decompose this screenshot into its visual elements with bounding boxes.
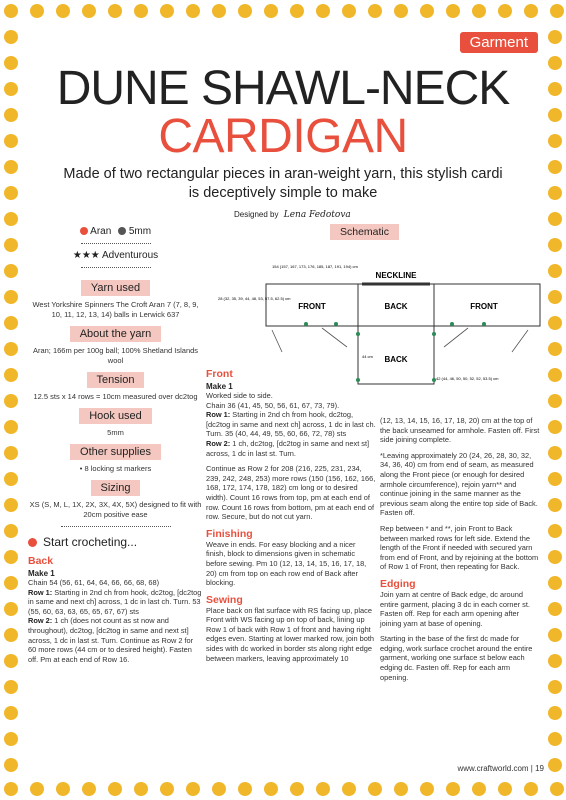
border-yarn-dot bbox=[548, 576, 562, 590]
other-supplies-text: • 8 locking st markers bbox=[79, 464, 152, 473]
border-yarn-dot bbox=[548, 238, 562, 252]
border-yarn-dot bbox=[446, 782, 460, 796]
border-yarn-dot bbox=[472, 782, 486, 796]
border-yarn-dot bbox=[548, 446, 562, 460]
edging-text-2: Starting in the base of the first dc made for edging, work surface crochet around the entire garment, working one surface st below each edging dc. Fasten off. Rep for each arm opening. bbox=[380, 634, 533, 682]
border-yarn-dot bbox=[4, 420, 18, 434]
front-make: Make 1 bbox=[206, 382, 233, 391]
border-yarn-dot bbox=[4, 472, 18, 486]
border-yarn-dot bbox=[368, 4, 382, 18]
border-yarn-dot bbox=[548, 134, 562, 148]
sewing-arrows bbox=[272, 328, 528, 352]
border-yarn-dot bbox=[316, 4, 330, 18]
border-yarn-dot bbox=[548, 82, 562, 96]
border-yarn-dot bbox=[134, 4, 148, 18]
back-height-measure: 44 cm bbox=[362, 354, 373, 359]
border-yarn-dot bbox=[290, 782, 304, 796]
border-yarn-dot bbox=[4, 316, 18, 330]
side-measure: 28 (32, 35, 39, 44, 48, 53, 57.5, 62.5) cm bbox=[218, 296, 291, 301]
border-yarn-dot bbox=[548, 628, 562, 642]
yarn-used-heading: Yarn used bbox=[81, 280, 150, 296]
border-yarn-dot bbox=[548, 524, 562, 538]
yarn-weight: Aran bbox=[90, 226, 112, 237]
border-yarn-dot bbox=[548, 394, 562, 408]
border-yarn-dot bbox=[548, 550, 562, 564]
designer-name: Lena Fedotova bbox=[283, 210, 351, 220]
border-yarn-dot bbox=[4, 758, 18, 772]
border-yarn-dot bbox=[342, 782, 356, 796]
designer-byline bbox=[234, 210, 351, 220]
back-make: Make 1 bbox=[28, 569, 55, 578]
border-yarn-dot bbox=[4, 602, 18, 616]
back-top-label: BACK bbox=[384, 302, 408, 311]
front-chain: Chain 36 (41, 45, 50, 56, 61, 67, 73, 79). bbox=[206, 400, 340, 410]
hook-used-text: 5mm bbox=[107, 428, 124, 437]
right-column bbox=[380, 416, 540, 682]
back-row1: Row 1: Starting in 2nd ch from hook, dc2tog, [dc2tog in same and next ch] across, 1 dc in last ch. Turn. 53 (55, 60, 63, 63, 65, 65, 67, 67) sts bbox=[28, 587, 202, 616]
sizing-text: XS (S, M, L, 1X, 2X, 3X, 4X, 5X) designed to fit with 20cm positive ease bbox=[29, 500, 202, 519]
hook-icon bbox=[118, 227, 126, 235]
border-yarn-dot bbox=[472, 4, 486, 18]
border-yarn-dot bbox=[548, 264, 562, 278]
border-yarn-dot bbox=[4, 186, 18, 200]
back-row2: Row 2: 1 ch (does not count as st now and throughout), dc2tog, [dc2tog in same and next st] across, 1 dc in last st. Turn. Continue as Row 2 for 60 more rows (44 cm or to desired height). Fasten off. Pm at each end of Row 16. bbox=[28, 616, 194, 664]
border-yarn-dot bbox=[212, 782, 226, 796]
left-column bbox=[28, 222, 203, 664]
border-yarn-dot bbox=[498, 4, 512, 18]
border-yarn-dot bbox=[4, 654, 18, 668]
border-yarn-dot bbox=[4, 782, 18, 796]
border-yarn-dot bbox=[548, 186, 562, 200]
border-yarn-dot bbox=[420, 782, 434, 796]
front-intro: Worked side to side. bbox=[206, 391, 273, 400]
border-yarn-dot bbox=[134, 782, 148, 796]
border-yarn-dot bbox=[4, 576, 18, 590]
divider bbox=[61, 526, 171, 527]
border-yarn-dot bbox=[4, 108, 18, 122]
border-yarn-dot bbox=[30, 4, 44, 18]
border-yarn-dot bbox=[82, 4, 96, 18]
difficulty: ★★★ Adventurous bbox=[72, 250, 159, 261]
border-yarn-dot bbox=[4, 56, 18, 70]
border-yarn-dot bbox=[394, 4, 408, 18]
border-yarn-dot bbox=[212, 4, 226, 18]
border-yarn-dot bbox=[548, 654, 562, 668]
border-yarn-dot bbox=[548, 342, 562, 356]
border-yarn-dot bbox=[548, 316, 562, 330]
designed-by-label: Designed by bbox=[234, 210, 279, 219]
top-measure: 154 (157, 167, 173, 176, 185, 187, 191, 194) cm bbox=[272, 264, 358, 269]
border-yarn-dot bbox=[4, 82, 18, 96]
border-yarn-dot bbox=[550, 4, 564, 18]
border-yarn-dot bbox=[4, 134, 18, 148]
yarn-ball-icon bbox=[80, 227, 88, 235]
border-yarn-dot bbox=[550, 782, 564, 796]
border-yarn-dot bbox=[524, 4, 538, 18]
border-yarn-dot bbox=[82, 782, 96, 796]
border-yarn-dot bbox=[4, 368, 18, 382]
border-yarn-dot bbox=[4, 212, 18, 226]
divider bbox=[81, 267, 151, 268]
border-yarn-dot bbox=[264, 782, 278, 796]
border-yarn-dot bbox=[316, 782, 330, 796]
border-yarn-dot bbox=[4, 4, 18, 18]
border-yarn-dot bbox=[548, 706, 562, 720]
border-yarn-dot bbox=[4, 290, 18, 304]
finishing-heading: Finishing bbox=[206, 527, 253, 540]
border-yarn-dot bbox=[548, 56, 562, 70]
border-yarn-dot bbox=[4, 342, 18, 356]
page-footer: www.craftworld.com | 19 bbox=[457, 764, 544, 773]
edging-text-1: Join yarn at centre of Back edge, dc around entire garment, placing 3 dc in each corner st. Fasten off. Rep for each arm opening after joining yarn at base of opening. bbox=[380, 589, 530, 628]
border-yarn-dot bbox=[4, 160, 18, 174]
neckline-label: NECKLINE bbox=[375, 271, 417, 280]
hook-size: 5mm bbox=[128, 226, 152, 237]
sewing-step-3: Rep between * and **, join Front to Back between marked rows for left side. Extend the length of the Front if needed with secured yarn from end of Front, and by rejoining at the bottom of Row 1 of Front, then repeating for Back. bbox=[380, 523, 539, 572]
border-yarn-dot bbox=[4, 550, 18, 564]
border-yarn-dot bbox=[4, 264, 18, 278]
border-yarn-dot bbox=[446, 4, 460, 18]
sewing-text: Place back on flat surface with RS facing up, place Front with WS facing up on top of back, lining up Row 1 of back with Row 1 of front and having right edges even. Starting at lower marked row, join both sides with dc worked in border sts along right edge between markers, leaving approximately 10 bbox=[206, 605, 375, 663]
front-left-label: FRONT bbox=[298, 302, 326, 311]
middle-column bbox=[206, 362, 376, 663]
yarn-ball-icon bbox=[28, 538, 37, 547]
front-right-label: FRONT bbox=[470, 302, 498, 311]
border-yarn-dot bbox=[4, 680, 18, 694]
about-yarn-heading: About the yarn bbox=[70, 326, 162, 342]
border-yarn-dot bbox=[548, 732, 562, 746]
border-yarn-dot bbox=[548, 160, 562, 174]
border-yarn-dot bbox=[548, 680, 562, 694]
start-label: Start crocheting... bbox=[43, 535, 138, 549]
border-yarn-dot bbox=[368, 782, 382, 796]
divider bbox=[81, 243, 151, 244]
start-crocheting bbox=[28, 535, 203, 549]
border-yarn-dot bbox=[524, 782, 538, 796]
tension-heading: Tension bbox=[87, 372, 145, 388]
page-title-line2: CARDIGAN bbox=[158, 110, 408, 163]
border-yarn-dot bbox=[56, 782, 70, 796]
border-yarn-dot bbox=[548, 472, 562, 486]
sewing-heading: Sewing bbox=[206, 593, 243, 606]
front-row2: Row 2: 1 ch, dc2tog, [dc2tog in same and next st] across, 1 dc in last st. Turn. bbox=[206, 438, 370, 458]
border-yarn-dot bbox=[548, 602, 562, 616]
bottom-measure: 42 (44, 46, 50, 50, 52, 52, 53.5) cm bbox=[436, 376, 499, 381]
border-yarn-dot bbox=[186, 782, 200, 796]
front-heading: Front bbox=[206, 368, 233, 380]
border-yarn-dot bbox=[4, 446, 18, 460]
border-yarn-dot bbox=[30, 782, 44, 796]
finishing-text: Weave in ends. For easy blocking and a nicer finish, block to dimensions given in schematic before sewing. Pm 10 (12, 13, 14, 15, 16, 17, 18, 20) cm from top on each row end of Back after blocking. bbox=[206, 539, 367, 588]
intro-text: Made of two rectangular pieces in aran-weight yarn, this stylish cardi is deceptively simple to make bbox=[63, 166, 503, 201]
sizing-heading: Sizing bbox=[91, 480, 141, 496]
border-yarn-dot bbox=[548, 212, 562, 226]
schematic-heading: Schematic bbox=[330, 224, 399, 240]
border-yarn-dot bbox=[498, 782, 512, 796]
other-supplies-heading: Other supplies bbox=[70, 444, 161, 460]
border-yarn-dot bbox=[548, 758, 562, 772]
border-yarn-dot bbox=[108, 4, 122, 18]
back-heading: Back bbox=[28, 555, 54, 567]
border-yarn-dot bbox=[160, 4, 174, 18]
border-yarn-dot bbox=[4, 238, 18, 252]
front-row1: Row 1: Starting in 2nd ch from hook, dc2tog, [dc2tog in same and next ch] across, 1 dc in last ch. Turn. 35 (40, 44, 49, 55, 60, 66, 72, 78) sts bbox=[206, 410, 376, 439]
edging-heading: Edging bbox=[380, 577, 416, 590]
border-yarn-dot bbox=[342, 4, 356, 18]
hook-used-heading: Hook used bbox=[79, 408, 152, 424]
page bbox=[22, 22, 544, 782]
border-yarn-dot bbox=[548, 368, 562, 382]
border-yarn-dot bbox=[4, 394, 18, 408]
tension-text: 12.5 sts x 14 rows = 10cm measured over dc2tog bbox=[33, 392, 198, 401]
border-yarn-dot bbox=[4, 706, 18, 720]
section-tag: Garment bbox=[460, 32, 538, 53]
border-yarn-dot bbox=[56, 4, 70, 18]
border-yarn-dot bbox=[238, 4, 252, 18]
border-yarn-dot bbox=[548, 30, 562, 44]
sewing-step-2: *Leaving approximately 20 (24, 26, 28, 30, 32, 34, 36, 40) cm from end of seam, as measured along the Front piece (or enough for desired armhole circumference), rejoin yarn** and continue joining in the same manner as the previous seam along the entire top side of Back. Fasten off. bbox=[380, 450, 538, 518]
back-bottom-label: BACK bbox=[384, 355, 408, 364]
border-yarn-dot bbox=[4, 524, 18, 538]
border-yarn-dot bbox=[4, 628, 18, 642]
border-yarn-dot bbox=[548, 108, 562, 122]
border-yarn-dot bbox=[160, 782, 174, 796]
border-yarn-dot bbox=[264, 4, 278, 18]
border-yarn-dot bbox=[4, 732, 18, 746]
about-yarn-text: Aran; 166m per 100g ball; 100% Shetland Islands wool bbox=[32, 346, 199, 365]
yarn-spec bbox=[28, 226, 203, 237]
border-yarn-dot bbox=[108, 782, 122, 796]
border-yarn-dot bbox=[548, 498, 562, 512]
yarn-used-text: West Yorkshire Spinners The Croft Aran 7 (7, 8, 9, 10, 11, 12, 13, 14) balls in Lerwick 637 bbox=[32, 300, 199, 319]
border-yarn-dot bbox=[4, 30, 18, 44]
back-chain: Chain 54 (56, 61, 64, 64, 66, 66, 68, 68) bbox=[28, 578, 160, 587]
border-yarn-dot bbox=[238, 782, 252, 796]
border-yarn-dot bbox=[548, 420, 562, 434]
border-yarn-dot bbox=[186, 4, 200, 18]
page-title-line1: DUNE SHAWL-NECK bbox=[56, 62, 510, 115]
border-yarn-dot bbox=[290, 4, 304, 18]
front-continue: Continue as Row 2 for 208 (216, 225, 231, 234, 239, 242, 248, 253) more rows (150 (156, 162, 166, 168, 172, 174, 178, 182) cm long or to desired width). Count 16 rows from top, pm at each end of row. Count 16 rows from bottom, pm at each end of row. Secure, but do not cut yarn. bbox=[206, 464, 376, 522]
border-yarn-dot bbox=[4, 498, 18, 512]
border-yarn-dot bbox=[420, 4, 434, 18]
sewing-continued: (12, 13, 14, 15, 16, 17, 18, 20) cm at the top of the back unseamed for armhole. Fasten off. First side joining complete. bbox=[380, 416, 540, 445]
border-yarn-dot bbox=[548, 290, 562, 304]
border-yarn-dot bbox=[394, 782, 408, 796]
